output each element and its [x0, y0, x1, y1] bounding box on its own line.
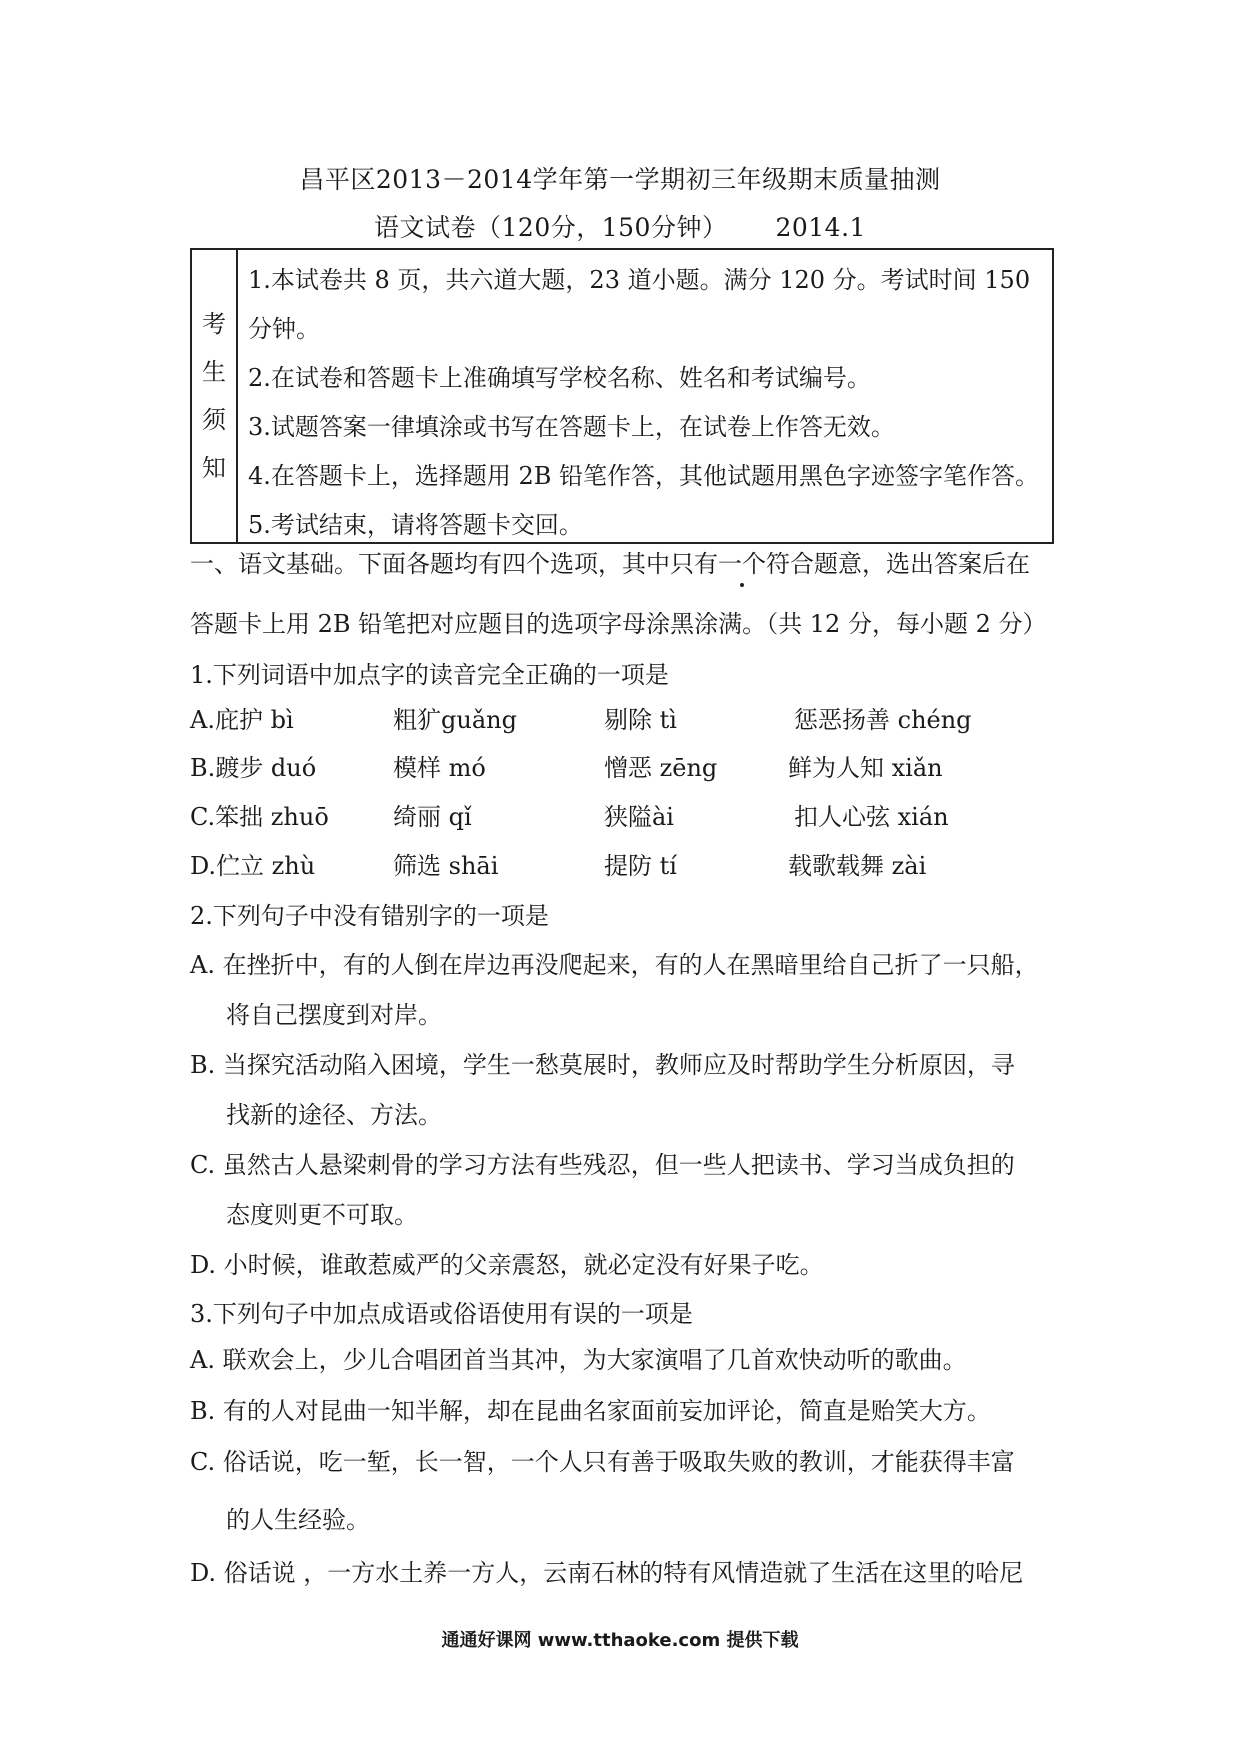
q2-option-b: B. 当探究活动陷入困境，学生一愁莫展时，教师应及时帮助学生分析原因，寻: [190, 1051, 1015, 1079]
q2-option-a-cont: 将自己摆度到对岸。: [226, 1001, 442, 1029]
notice-item: 3.试题答案一律填涂或书写在答题卡上，在试卷上作答无效。: [248, 413, 895, 441]
q2-option-c-cont: 态度则更不可取。: [226, 1201, 418, 1229]
candidate-notice-box: [190, 248, 1054, 544]
q3-option-c-cont: 的人生经验。: [226, 1506, 370, 1534]
notice-item: 分钟。: [248, 315, 320, 343]
section1-intro-line2: 答题卡上用 2B 铅笔把对应题目的选项字母涂黑涂满。（共 12 分，每小题 2 分）: [190, 610, 1047, 638]
q3-option-a: A. 联欢会上，少儿合唱团首当其冲，为大家演唱了几首欢快动听的歌曲。: [190, 1346, 967, 1374]
q3-option-c: C. 俗话说，吃一堑，长一智，一个人只有善于吸取失败的教训，才能获得丰富: [190, 1448, 1015, 1476]
section1-intro: 一、语文基础。下面各题均有四个选项，其中只有一个符合题意，选出答案后在: [190, 544, 1030, 579]
subtitle-text: 语文试卷（120分，150分钟）: [374, 213, 728, 242]
q2-option-a: A. 在挫折中，有的人倒在岸边再没爬起来，有的人在黑暗里给自己折了一只船，: [190, 951, 1039, 979]
notice-item: 1.本试卷共 8 页，共六道大题，23 道小题。满分 120 分。考试时间 150: [248, 266, 1031, 294]
exam-title: 昌平区2013－2014学年第一学期初三年级期末质量抽测: [299, 165, 941, 194]
q3-stem: 3.下列句子中加点成语或俗语使用有误的一项是: [190, 1300, 693, 1328]
q2-stem: 2.下列句子中没有错别字的一项是: [190, 902, 549, 930]
emphasis-text: 一个: [718, 544, 766, 579]
q2-option-c: C. 虽然古人悬梁刺骨的学习方法有些残忍，但一些人把读书、学习当成负担的: [190, 1151, 1015, 1179]
q2-option-b-cont: 找新的途径、方法。: [226, 1101, 442, 1129]
notice-item: 5.考试结束，请将答题卡交回。: [248, 511, 583, 539]
notice-item: 2.在试卷和答题卡上准确填写学校名称、姓名和考试编号。: [248, 364, 871, 392]
notice-label: 考 生 须 知: [192, 250, 238, 542]
q2-option-d: D. 小时候，谁敢惹威严的父亲震怒，就必定没有好果子吃。: [190, 1251, 824, 1279]
notice-items: [238, 250, 1052, 542]
notice-item: 4.在答题卡上，选择题用 2B 铅笔作答，其他试题用黑色字迹签字笔作答。: [248, 462, 1040, 490]
exam-subtitle: [0, 208, 1240, 244]
download-footer: 通通好课网 www.tthaoke.com 提供下载: [441, 1630, 799, 1651]
exam-page: 昌平区2013－2014学年第一学期初三年级期末质量抽测 语文试卷（120分，150分钟） 2014.1 考 生 须 知 1.本试卷共 8 页，共六道大题，23 道小题。满分 120 分。考试时间 150 分钟。 2.在试卷和答题卡上准确填写学校名称、姓名和考试编号。 3.试题答案一律填涂或书写在答题卡上，在试卷上作答无效。 4.在答题卡上，选择题用 2B 铅笔作答，其他试题用黑色字迹签字笔作答。 5.考试结束，请将答题卡交回。 一、语文基础。下面各题均有四个选项，其中只有一个符合题意，选出答案后在 答题卡上用 2B 铅笔把对应题目的选项字母涂黑涂满。（共 12 分，每小题 2 分） 1.下列词语中加点字的读音完全正确的一项是 A.庇护 bì 粗犷guǎng 剔除 tì 惩恶扬善 chéng B.踱步 duó 模样 mó 憎恶 zēng 鲜为人知 xiǎn C.笨拙 zhuō 绮丽 qǐ 狭隘ài 扣人心弦 xián D.伫立 zhù 筛选 shāi 提防 tí 载歌载舞 zài 2.下列句子中没有错别字的一项是 A. 在挫折中，有的人倒在岸边再没爬起来，有的人在黑暗里给自己折了一只船， 将自己摆度到对岸。 B. 当探究活动陷入困境，学生一愁莫展时，教师应及时帮助学生分析原因，寻 找新的途径、方法。 C. 虽然古人悬梁刺骨的学习方法有些残忍，但一些人把读书、学习当成负担的 态度则更不可取。 D. 小时候，谁敢惹威严的父亲震怒，就必定没有好果子吃。 3.下列句子中加点成语或俗语使用有误的一项是 A. 联欢会上，少儿合唱团首当其冲，为大家演唱了几首欢快动听的歌曲。 B. 有的人对昆曲一知半解，却在昆曲名家面前妄加评论，简直是贻笑大方。 C. 俗话说，吃一堑，长一智，一个人只有善于吸取失败的教训，才能获得丰富 的人生经验。 D. 俗话说 ，一方水土养一方人，云南石林的特有风情造就了生活在这里的哈尼 通通好课网 www.tthaoke.com 提供下载: [0, 0, 1240, 1754]
q3-option-b: B. 有的人对昆曲一知半解，却在昆曲名家面前妄加评论，简直是贻笑大方。: [190, 1397, 991, 1425]
exam-date: 2014.1: [775, 213, 866, 242]
q1-stem: 1.下列词语中加点字的读音完全正确的一项是: [190, 661, 669, 689]
q3-option-d: D. 俗话说 ，一方水土养一方人，云南石林的特有风情造就了生活在这里的哈尼: [190, 1559, 1024, 1587]
